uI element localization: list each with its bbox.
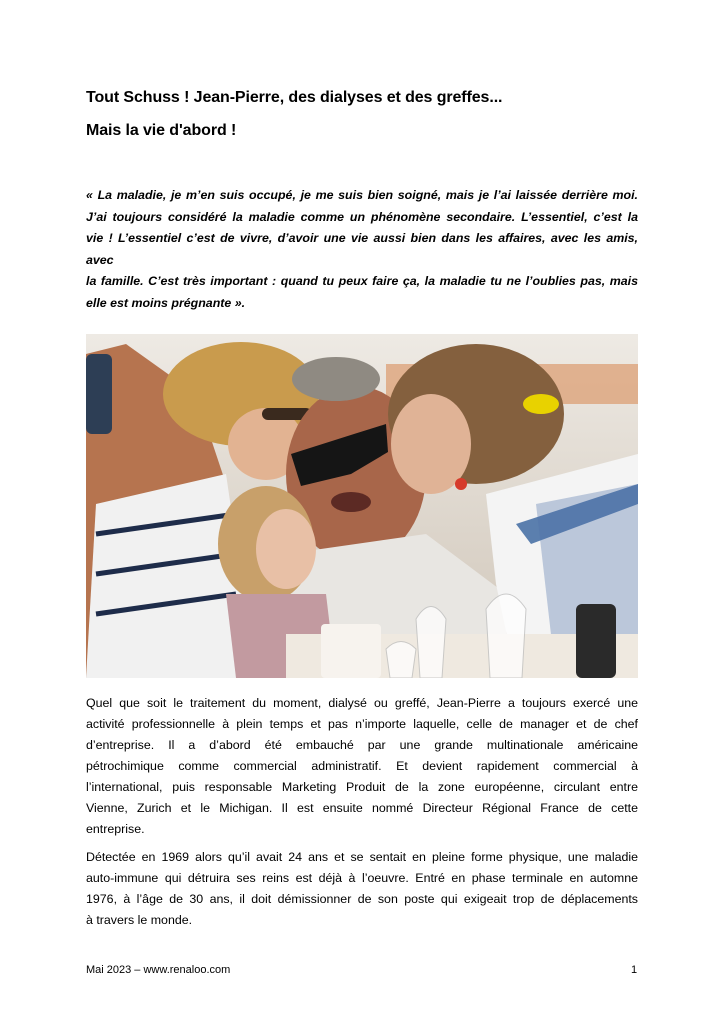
quote-line: J’ai toujours considéré la maladie comme un phénomène secondaire. L’essentiel, c’est la (86, 209, 638, 224)
quote-line: vie ! L’essentiel c’est de vivre, d’avoir une vie aussi bien dans les affaires, avec les amis, avec (86, 231, 638, 267)
quote-line: elle est moins prégnante ». (86, 295, 246, 310)
text-line: auto-immune qui détruira ses reins est déjà à l’oeuvre. Entré en phase terminale en automne (86, 871, 638, 885)
footer-date-site: Mai 2023 – www.renaloo.com (86, 964, 231, 976)
text-line: activité professionnelle à plein temps et pas n’importe laquelle, celle de manager et de chef (86, 717, 638, 731)
text-line: Quel que soit le traitement du moment, dialysé ou greffé, Jean-Pierre a toujours exercé une (86, 696, 638, 710)
text-line: l’international, puis responsable Marketing Produit de la zone européenne, circulant entre (86, 780, 638, 794)
text-line: Détectée en 1969 alors qu’il avait 24 ans et se sentait en pleine forme physique, une maladie (86, 850, 638, 864)
paragraph-diagnosis (86, 847, 638, 931)
quote-line: « La maladie, je m’en suis occupé, je me suis bien soigné, mais je l’ai laissée derrière moi. (86, 188, 638, 202)
family-photo (86, 334, 638, 678)
quote-line: la famille. C’est très important : quand tu peux faire ça, la maladie tu ne l’oublies pas, mais (86, 274, 638, 289)
text-line: à travers le monde. (86, 913, 193, 927)
page-number: 1 (631, 964, 638, 976)
text-line: entreprise. (86, 822, 145, 836)
quote-block (86, 185, 638, 315)
page-title: Tout Schuss ! Jean-Pierre, des dialyses et des greffes... (86, 89, 503, 106)
page-subtitle: Mais la vie d'abord ! (86, 122, 237, 139)
text-line: d’entreprise. Il a d’abord été embauché par une grande multinationale américaine (86, 738, 638, 752)
text-line: 1976, à l’âge de 30 ans, il doit démissionner de son poste qui exigeait trop de déplacements (86, 892, 638, 906)
text-line: Vienne, Zurich et le Michigan. Il est ensuite nommé Directeur Régional France de cette (86, 801, 638, 815)
text-line: pétrochimique comme commercial administratif. Et devient rapidement commercial à (86, 759, 638, 773)
paragraph-career (86, 693, 638, 840)
